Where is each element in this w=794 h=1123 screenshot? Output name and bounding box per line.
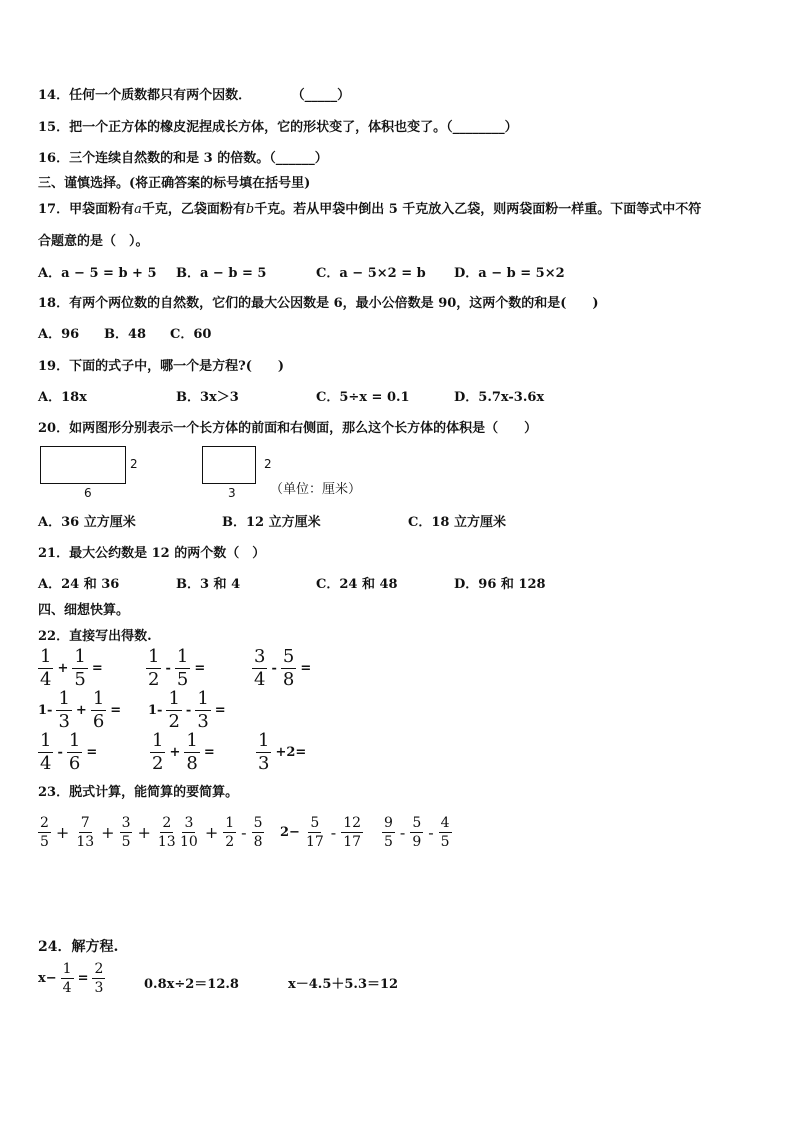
fraction: $\frac{5}{8}$ (282, 646, 295, 690)
fraction: $\frac{3}{10}$ (180, 815, 198, 850)
q21-option-c[interactable]: C．24 和 48 (316, 577, 398, 592)
question-17-line2: 合题意的是（ ）。 (38, 234, 149, 249)
question-18: 18．有两个两位数的自然数，它们的最大公因数是 6，最小公倍数是 90，这两个数的和是( ) (38, 296, 599, 311)
fraction: $\frac{3}{4}$ (254, 646, 266, 690)
question-16: 16．三个连续自然数的和是 3 的倍数。（______） (38, 151, 328, 166)
question-17: 17．甲袋面粉有a千克，乙袋面粉有b千克。若从甲袋中倒出 5 千克放入乙袋，则两袋面粉一样重。下面等式中不符 (38, 202, 702, 217)
expr-23-1: $\frac{2}{5}$ + $\frac{7}{13}$ + $\frac{3}{5}$ + $\frac{2}{13}$ (40, 815, 176, 850)
q18-option-a[interactable]: A．96 (38, 327, 80, 342)
question-19: 19．下面的式子中，哪一个是方程?( ) (38, 359, 285, 374)
q21-option-b[interactable]: B．3 和 4 (176, 577, 241, 592)
side-face-rectangle (202, 446, 256, 484)
fraction: $\frac{1}{2}$ (168, 688, 180, 732)
expr-22-1: $\frac{1}{4}$ + $\frac{1}{5}$ = (40, 646, 103, 690)
equation-24-2: 0.8x÷2＝12.8 (144, 977, 239, 992)
fraction: $\frac{1}{2}$ (148, 646, 160, 690)
fraction: $\frac{1}{4}$ (40, 646, 52, 690)
q21-option-a[interactable]: A．24 和 36 (38, 577, 120, 592)
expr-22-2: $\frac{1}{2}$ - $\frac{1}{5}$ = (148, 646, 206, 690)
q17-option-b[interactable]: B．a − b = 5 (176, 266, 267, 281)
q17-option-a[interactable]: A．a − 5 = b + 5 (38, 266, 157, 281)
question-14: 14．任何一个质数都只有两个因数． （_____） (38, 88, 351, 103)
fraction: $\frac{5}{9}$ (412, 815, 422, 850)
fraction: $\frac{2}{3}$ (94, 961, 104, 996)
fraction: $\frac{1}{6}$ (68, 730, 81, 774)
fraction: $\frac{1}{3}$ (258, 730, 270, 774)
fraction: $\frac{1}{2}$ (152, 730, 164, 774)
fraction: $\frac{1}{4}$ (62, 961, 72, 996)
expr-23-4: $\frac{9}{5}$ - $\frac{5}{9}$ - $\frac{4}{5}$ (384, 815, 450, 850)
expr-22-4: 1- $\frac{1}{3}$ + $\frac{1}{6}$ = (38, 688, 122, 732)
fraction: $\frac{1}{2}$ (225, 815, 235, 850)
fraction: $\frac{4}{5}$ (440, 815, 450, 850)
expr-22-7: $\frac{1}{2}$ + $\frac{1}{8}$ = (152, 730, 215, 774)
unit-label: （单位：厘米） (270, 482, 362, 497)
fraction: $\frac{1}{4}$ (40, 730, 52, 774)
q19-option-a[interactable]: A．18x (38, 390, 87, 405)
question-24: 24．解方程. (38, 939, 119, 955)
question-22: 22．直接写出得数. (38, 629, 152, 644)
fraction: $\frac{1}{5}$ (74, 646, 86, 690)
fig2-width-label: 3 (228, 486, 236, 500)
expr-22-8: $\frac{1}{3}$ +2= (258, 730, 307, 774)
q20-option-c[interactable]: C．18 立方厘米 (408, 515, 506, 530)
answer-blank[interactable]: （_____） (291, 88, 351, 103)
fraction: $\frac{1}{3}$ (197, 688, 209, 732)
expr-22-3: $\frac{3}{4}$ - $\frac{5}{8}$ = (254, 646, 312, 690)
question-21: 21．最大公约数是 12 的两个数（ ） (38, 546, 266, 561)
section-heading-4: 四、细想快算。 (38, 603, 130, 618)
q17-option-d[interactable]: D．a − b = 5×2 (454, 266, 565, 281)
question-23: 23．脱式计算，能简算的要简算。 (38, 785, 239, 800)
fraction: $\frac{1}{3}$ (58, 688, 70, 732)
fraction: $\frac{12}{17}$ (343, 815, 362, 850)
q18-option-c[interactable]: C．60 (170, 327, 212, 342)
expr-23-3: 2− $\frac{5}{17}$ - $\frac{12}{17}$ (280, 815, 362, 850)
fraction: $\frac{5}{8}$ (253, 815, 263, 850)
fig2-height-label: 2 (264, 457, 272, 471)
q19-option-b[interactable]: B．3x＞3 (176, 390, 239, 405)
q17-option-c[interactable]: C．a − 5×2 = b (316, 266, 426, 281)
fraction: $\frac{9}{5}$ (384, 815, 393, 850)
fraction: $\frac{1}{8}$ (186, 730, 198, 774)
equation-24-3: x－4.5＋5.3＝12 (288, 977, 399, 992)
fig1-height-label: 2 (130, 457, 138, 471)
expr-23-2: $\frac{3}{10}$ + $\frac{1}{2}$ - $\frac{5}{8}$ (180, 815, 263, 850)
q20-option-a[interactable]: A．36 立方厘米 (38, 515, 136, 530)
fraction: $\frac{2}{5}$ (40, 815, 49, 850)
expr-22-6: $\frac{1}{4}$ - $\frac{1}{6}$ = (40, 730, 98, 774)
q19-option-c[interactable]: C．5÷x = 0.1 (316, 390, 410, 405)
q19-option-d[interactable]: D．5.7x-3.6x (454, 390, 545, 405)
question-20: 20．如两图形分别表示一个长方体的前面和右侧面，那么这个长方体的体积是（ ） (38, 421, 538, 436)
front-face-rectangle (40, 446, 126, 484)
expr-22-5: 1- $\frac{1}{2}$ - $\frac{1}{3}$ = (148, 688, 226, 732)
q18-option-b[interactable]: B．48 (104, 327, 147, 342)
fraction: $\frac{1}{6}$ (92, 688, 105, 732)
fraction: $\frac{3}{5}$ (121, 815, 131, 850)
fraction: $\frac{5}{17}$ (305, 815, 324, 850)
fraction: $\frac{1}{5}$ (176, 646, 189, 690)
fraction: $\frac{7}{13}$ (76, 815, 95, 850)
fraction: $\frac{2}{13}$ (157, 815, 176, 850)
q21-option-d[interactable]: D．96 和 128 (454, 577, 546, 592)
question-15: 15．把一个正方体的橡皮泥捏成长方体，它的形状变了，体积也变了。（________） (38, 120, 518, 135)
q20-option-b[interactable]: B．12 立方厘米 (222, 515, 321, 530)
section-heading-3: 三、谨慎选择。(将正确答案的标号填在括号里) (38, 176, 311, 191)
fig1-width-label: 6 (84, 486, 92, 500)
equation-24-1: x− $\frac{1}{4}$ = $\frac{2}{3}$ (38, 961, 104, 996)
